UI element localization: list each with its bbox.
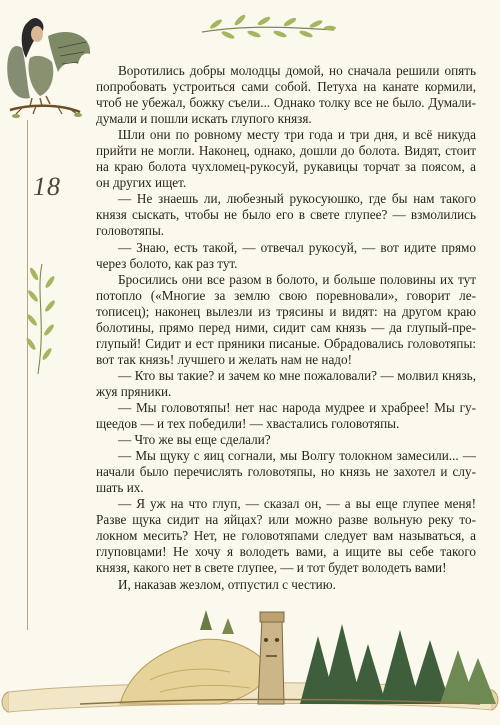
story-text (96, 63, 476, 593)
page-number: 18 (33, 172, 61, 201)
harpy-illustration (0, 8, 95, 123)
paragraph: Бросились они все разом в болото, и больше половины их тут потопло («Многие за землю свою поревновали», говорит летописец); наконец вылезли из трясины и видят: на другом краю болотины, прямо перед ними, сидит сам князь — да глупый-преглупый! Сидит и ест пряники писаные. Обрадовались головотяпы: вот так князь! лучшего и желать нам не надо! (96, 271, 476, 367)
olive-branch-top (198, 10, 338, 44)
paragraph: — Что же вы еще сделали? (118, 432, 271, 448)
paragraph: — Знаю, есть такой, — отвечал рукосуй, — вот идите прямо через болото, как раз тут. (96, 239, 476, 271)
paragraph: — Мы головотяпы! нет нас народа мудрее и храбрее! Мы гущеедов — и тех победили! — хвастались головотяпы. (96, 399, 476, 432)
paragraph: И, наказав жезлом, отпустил с честию. (118, 576, 336, 592)
paragraph: Воротились добры молодцы домой, но сначала решили опять попробовать устроиться сами собой. Петуха на канате кормили, чтоб не убежал, божку съели... Однако толку все не было. Думали-думали и пошли искать глупого князя. (96, 63, 476, 127)
paragraph: — Мы щуку с яиц согнали, мы Волгу толокном замесили... — начали было перечислять головотяпы, но князь не захотел и слушать их. (96, 448, 476, 496)
paragraph: — Я уж на что глуп, — сказал он, — а вы еще глупее меня! Разве щука сидит на яйцах? или можно разве вольную реку толокном месить? Нет, не головотяпами следует вам называться, а глуповцами! Не хочу я володеть вами, а ищите вы себе такого князя, какого нет в свете глупее, — и тот будет володеть вами! (96, 496, 476, 576)
paragraph: Шли они по ровному месту три года и три дня, и всё никуда прийти не могли. Наконец, однако, дошли до болота. Видят, стоит на краю болота чухломец-рукосуй, рукавицы торчат за поясом, а он других ищет. (96, 127, 476, 191)
landscape-illustration (0, 600, 500, 725)
olive-branch-side (22, 262, 62, 377)
paragraph: — Кто вы такие? и зачем ко мне пожаловали? — молвил князь, жуя пряники. (96, 367, 476, 399)
paragraph: — Не знаешь ли, любезный рукосуюшко, где бы нам такого князя сыскать, чтобы не было его в свете глупее? — взмолились головотяпы. (96, 191, 476, 239)
